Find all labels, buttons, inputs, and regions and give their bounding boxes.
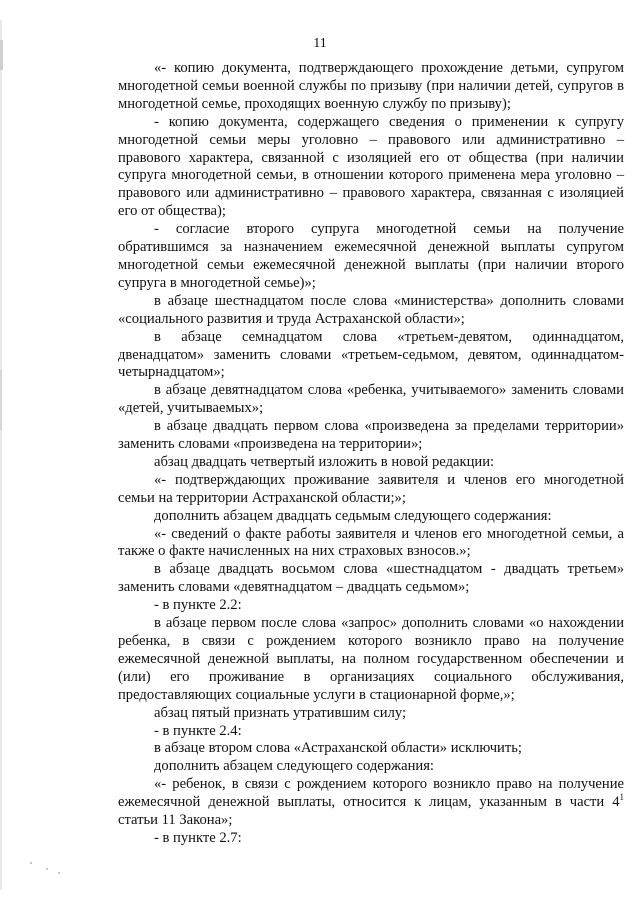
paragraph: «- копию документа, подтверждающего прохождение детьми, супругом многодетной семьи военной службы по призыву (при наличии детей, супругов в многодетной семье, проходящих военную службу по призыву); bbox=[118, 60, 624, 112]
paragraph: в абзаце шестнадцатом после слова «министерства» дополнить словами «социального развития и труда Астраханской области»; bbox=[118, 292, 624, 327]
paragraph: - в пункте 2.2: bbox=[154, 597, 242, 614]
scan-edge bbox=[0, 20, 2, 890]
paragraph: дополнить абзацем следующего содержания: bbox=[154, 758, 434, 775]
paragraph: в абзаце первом после слова «запрос» дополнить словами «о нахождении ребенка, в связи с рождением которого возникло право на получение ежемесячной денежной выплаты, на полном государственном обеспечении и (или) его проживание в организациях социального обслуживания, предоставляющих социальные услуги в стационарной форме,»; bbox=[118, 615, 624, 703]
footnote-superscript: 1 bbox=[619, 792, 624, 803]
page-number: 11 bbox=[313, 36, 327, 51]
paragraph: в абзаце двадцать восьмом слова «шестнадцатом - двадцать третьем» заменить словами «девятнадцатом – двадцать седьмом»; bbox=[118, 561, 624, 596]
paragraph-with-footnote bbox=[118, 776, 624, 830]
paragraph-tail: статьи 11 Закона»; bbox=[118, 812, 233, 829]
paragraph: - копию документа, содержащего сведения о применении к супругу многодетной семьи меры уголовно – правового или административно – правового характера, связанной с изоляцией его от общества (при наличии супруга многодетной семьи, в отношении которого применена мера уголовно – правового или административно – правового характера, связанная с изоляцией его от общества); bbox=[118, 113, 624, 220]
paragraph-text: «- ребенок, в связи с рождением которого возникло право на получение ежемесячной денежной выплаты, относится к лицам, указанным в части 4 bbox=[118, 776, 624, 811]
paragraph: дополнить абзацем двадцать седьмым следующего содержания: bbox=[154, 507, 552, 524]
paragraph: в абзаце девятнадцатом слова «ребенка, учитываемого» заменить словами «детей, учитываемых»; bbox=[118, 382, 624, 417]
paragraph: абзац двадцать четвертый изложить в новой редакции: bbox=[154, 453, 495, 470]
paragraph: «- сведений о факте работы заявителя и членов его многодетной семьи, а также о факте начисленных на них страховых взносов.»; bbox=[118, 525, 624, 560]
paragraph: в абзаце двадцать первом слова «произведена за пределами территории» заменить словами «произведена на территории»; bbox=[118, 418, 624, 453]
scan-speck bbox=[46, 868, 48, 870]
paragraph: - в пункте 2.7: bbox=[154, 829, 242, 846]
scan-edge-mark bbox=[0, 370, 2, 430]
paragraph: абзац пятый признать утратившим силу; bbox=[154, 704, 407, 721]
paragraph: в абзаце втором слова «Астраханской области» исключить; bbox=[154, 740, 522, 757]
paragraph: в абзаце семнадцатом слова «третьем-девятом, одиннадцатом, двенадцатом» заменить словами «третьем-седьмом, девятом, одиннадцатом-четырнадцатом»; bbox=[118, 328, 624, 381]
paragraph: «- подтверждающих проживание заявителя и членов его многодетной семьи на территории Астраханской области;»; bbox=[118, 471, 624, 506]
paragraph: - в пункте 2.4: bbox=[154, 722, 242, 739]
document-body bbox=[118, 60, 624, 848]
scan-speck bbox=[30, 862, 32, 864]
scan-speck bbox=[58, 872, 60, 874]
paragraph: - согласие второго супруга многодетной семьи на получение обратившимся за назначением ежемесячной денежной выплаты супругом многодетной семьи ежемесячной денежной выплаты (при наличии второго супруга в многодетной семье)»; bbox=[118, 221, 624, 291]
